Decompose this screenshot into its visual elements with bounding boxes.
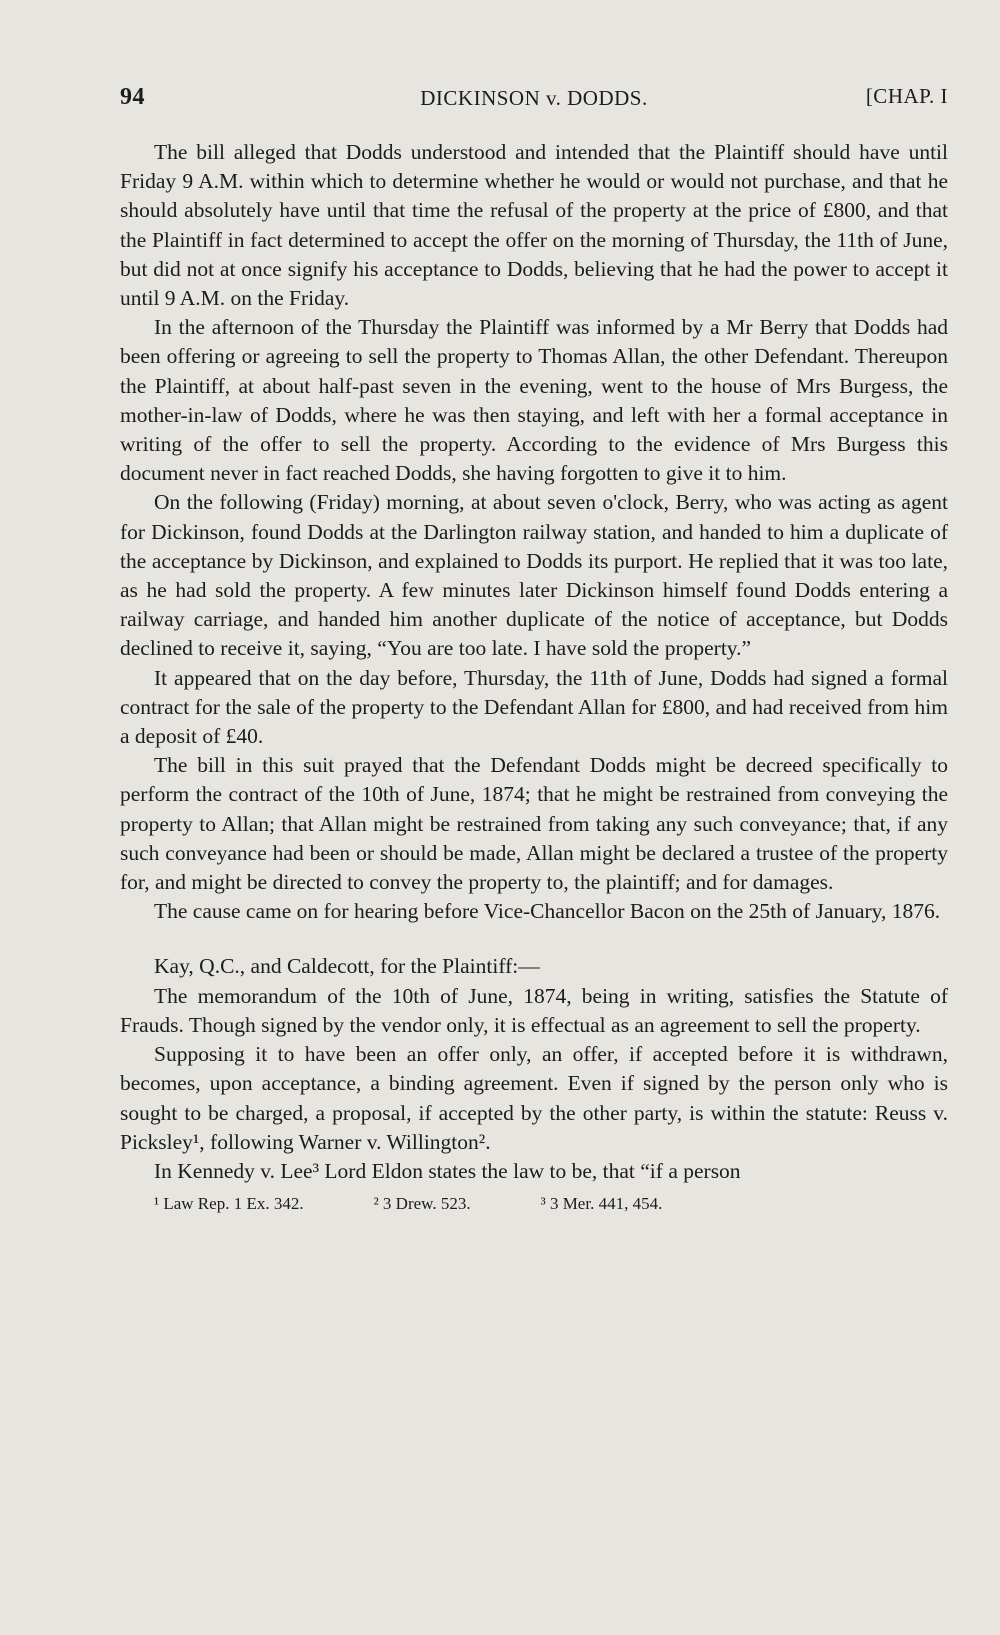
- paragraph: In Kennedy v. Lee³ Lord Eldon states the law to be, that “if a person: [154, 1158, 741, 1183]
- paragraph: The bill alleged that Dodds understood and intended that the Plaintiff should have until Friday 9 A.M. within which to determine whether he would or would not purchase, and that he should absolutely have until that time the refusal of the property at the price of £800, and that the Plaintiff in fact determined to accept the offer on the morning of Thursday, the 11th of June, but did not at once signify his acceptance to Dodds, believing that he had the power to accept it until 9 A.M. on the Friday.: [120, 140, 948, 311]
- page-header: [120, 84, 948, 124]
- page-number: 94: [120, 84, 145, 110]
- paragraph: The bill in this suit prayed that the Defendant Dodds might be decreed specifically to perform the contract of the 10th of June, 1874; that he might be restrained from conveying the property to Allan; that Allan might be restrained from taking any such conveyance; that, if any such conveyance had been or should be made, Allan might be declared a trustee of the property for, and might be directed to convey the property to, the plaintiff; and for damages.: [120, 753, 948, 895]
- counsel-heading: Kay, Q.C., and Caldecott, for the Plaintiff:—: [154, 954, 540, 979]
- footnote: ² 3 Drew. 523.: [373, 1194, 471, 1214]
- chapter-reference: [CHAP. I: [865, 84, 948, 108]
- paragraph: The memorandum of the 10th of June, 1874, being in writing, satisfies the Statute of Frauds. Though signed by the vendor only, it is effectual as an agreement to sell the property.: [120, 983, 948, 1037]
- paragraph: In the afternoon of the Thursday the Plaintiff was informed by a Mr Berry that Dodds had been offering or agreeing to sell the property to Thomas Allan, the other Defendant. Thereupon the Plaintiff, at about half-past seven in the evening, went to the house of Mrs Burgess, the mother-in-law of Dodds, where he was then staying, and left with her a formal acceptance in writing of the offer to sell the property. According to the evidence of Mrs Burgess this document never in fact reached Dodds, she having forgotten to give it to him.: [120, 315, 948, 486]
- footnote: ¹ Law Rep. 1 Ex. 342.: [154, 1194, 304, 1214]
- paragraph: The cause came on for hearing before Vice-Chancellor Bacon on the 25th of January, 1876.: [154, 899, 941, 924]
- paragraph: Supposing it to have been an offer only, an offer, if accepted before it is withdrawn, becomes, upon acceptance, a binding agreement. Even if signed by the person only who is sought to be charged, a proposal, if accepted by the other party, is within the statute: Reuss v. Picksley¹, following Warner v. Willington².: [120, 1042, 948, 1154]
- paragraph: It appeared that on the day before, Thursday, the 11th of June, Dodds had signed a formal contract for the sale of the property to the Defendant Allan for £800, and had received from him a deposit of £40.: [120, 665, 948, 749]
- paragraph: On the following (Friday) morning, at about seven o'clock, Berry, who was acting as agent for Dickinson, found Dodds at the Darlington railway station, and handed to him a duplicate of the acceptance by Dickinson, and explained to Dodds its purport. He replied that it was too late, as he had sold the property. A few minutes later Dickinson himself found Dodds entering a railway carriage, and handed him another duplicate of the notice of acceptance, but Dodds declined to receive it, saying, “You are too late. I have sold the property.”: [120, 490, 948, 661]
- body-text: [120, 138, 948, 1186]
- running-title: DICKINSON v. DODDS.: [420, 86, 648, 110]
- footnote: ³ 3 Mer. 441, 454.: [540, 1194, 663, 1214]
- footnotes: [120, 1194, 948, 1214]
